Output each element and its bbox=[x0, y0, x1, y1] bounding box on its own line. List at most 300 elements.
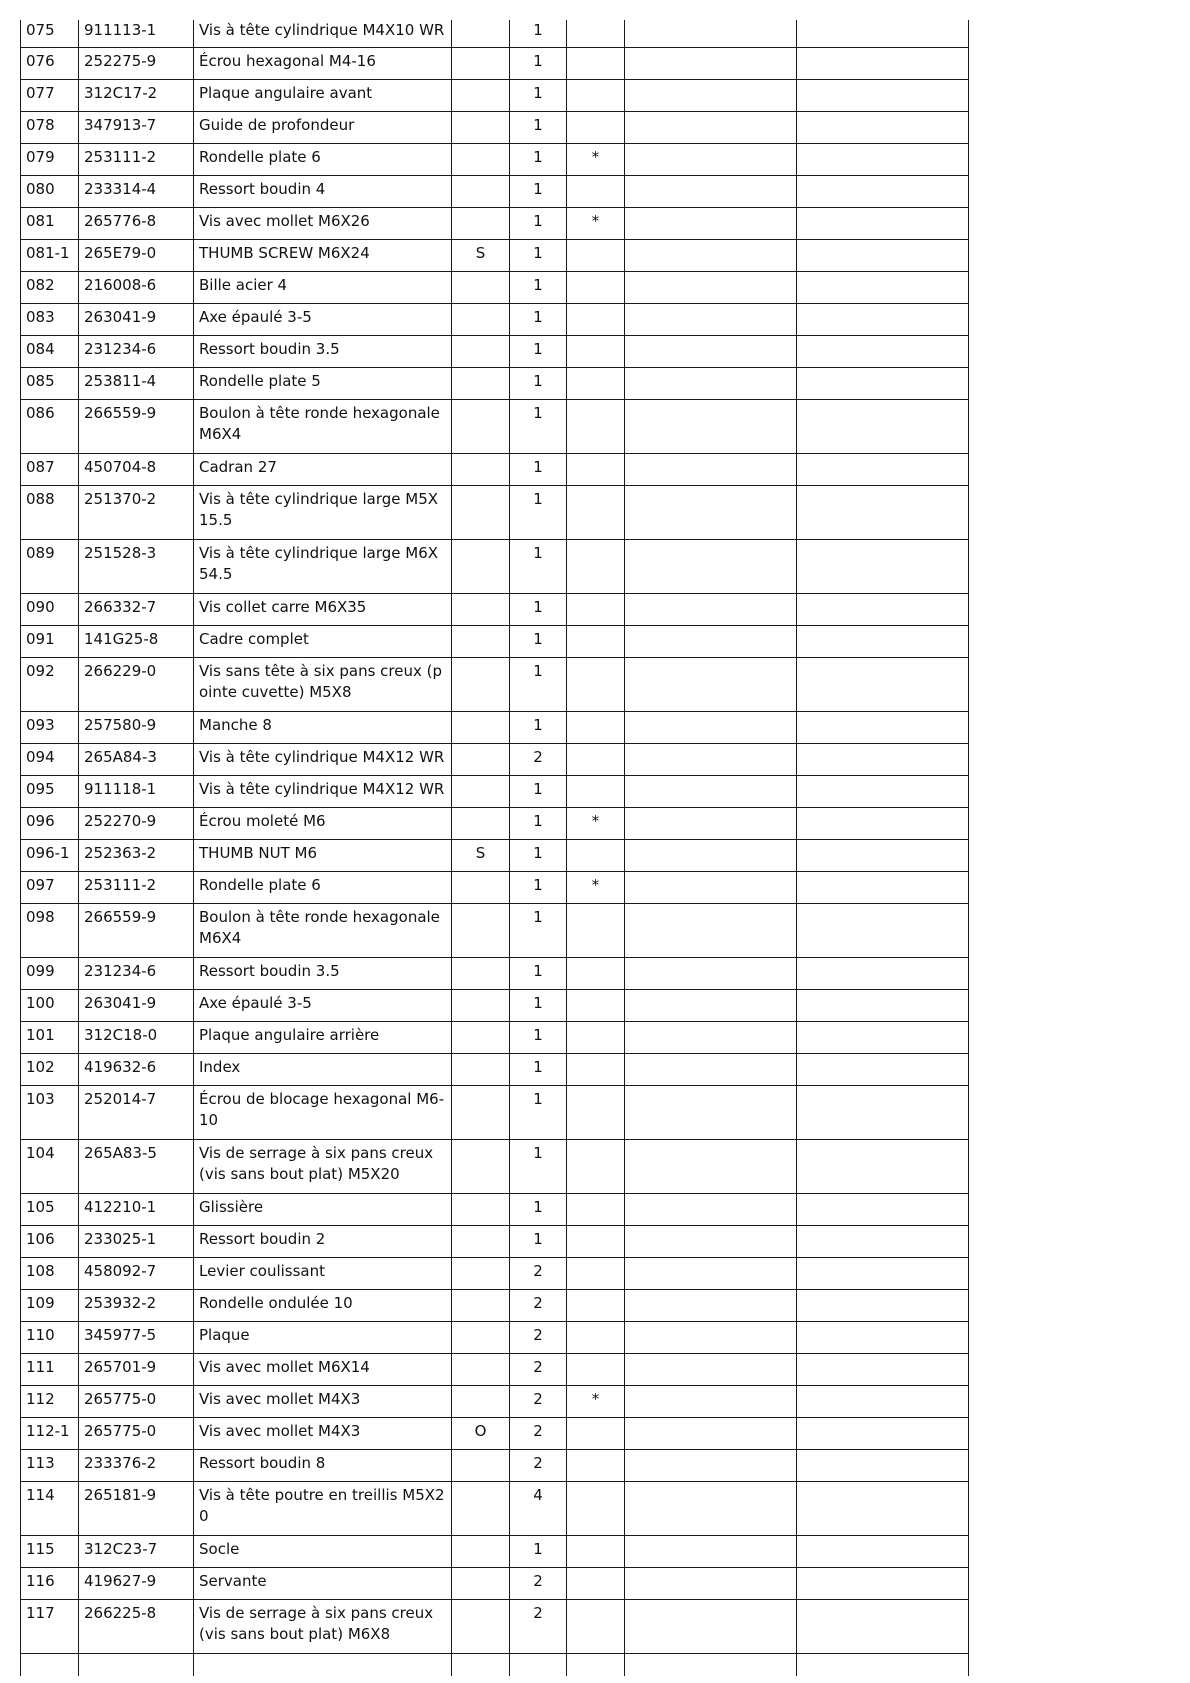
description-cell: Vis de serrage à six pans creux (vis sans bout plat) M6X8 bbox=[194, 1599, 452, 1653]
star-mark-cell bbox=[567, 1225, 625, 1257]
note-1-cell bbox=[625, 1289, 797, 1321]
note-2-cell bbox=[797, 367, 969, 399]
description-cell: Ressort boudin 8 bbox=[194, 1449, 452, 1481]
table-row bbox=[21, 175, 969, 207]
note-1-cell bbox=[625, 839, 797, 871]
description-cell: Ressort boudin 3.5 bbox=[194, 957, 452, 989]
part-number-cell: 458092-7 bbox=[79, 1257, 194, 1289]
quantity-cell: 1 bbox=[510, 1225, 567, 1257]
note-1-cell bbox=[625, 143, 797, 175]
item-number-cell: 081-1 bbox=[21, 239, 79, 271]
note-2-cell bbox=[797, 1449, 969, 1481]
quantity-cell: 1 bbox=[510, 807, 567, 839]
class-code-cell bbox=[452, 711, 510, 743]
description-cell: Vis à tête cylindrique large M5X15.5 bbox=[194, 485, 452, 539]
description-cell: Vis à tête cylindrique M4X12 WR bbox=[194, 775, 452, 807]
description-cell: Vis avec mollet M4X3 bbox=[194, 1417, 452, 1449]
note-2-cell bbox=[797, 1021, 969, 1053]
note-2-cell bbox=[797, 625, 969, 657]
item-number-cell: 099 bbox=[21, 957, 79, 989]
quantity-cell: 2 bbox=[510, 1385, 567, 1417]
item-number-cell: 095 bbox=[21, 775, 79, 807]
star-mark-cell bbox=[567, 957, 625, 989]
description-cell: Vis de serrage à six pans creux (vis sans bout plat) M5X20 bbox=[194, 1139, 452, 1193]
description-cell: Axe épaulé 3-5 bbox=[194, 989, 452, 1021]
note-1-cell bbox=[625, 743, 797, 775]
star-mark-cell bbox=[567, 1449, 625, 1481]
quantity-cell: 1 bbox=[510, 79, 567, 111]
item-number-cell: 091 bbox=[21, 625, 79, 657]
part-number-cell: 265A84-3 bbox=[79, 743, 194, 775]
note-1-cell bbox=[625, 399, 797, 453]
part-number-cell: 312C17-2 bbox=[79, 79, 194, 111]
description-cell: Vis à tête poutre en treillis M5X20 bbox=[194, 1481, 452, 1535]
table-row bbox=[21, 839, 969, 871]
table-row bbox=[21, 399, 969, 453]
table-row bbox=[21, 743, 969, 775]
quantity-cell: 1 bbox=[510, 1085, 567, 1139]
item-number-cell: 109 bbox=[21, 1289, 79, 1321]
quantity-cell: 1 bbox=[510, 20, 567, 47]
class-code-cell bbox=[452, 207, 510, 239]
table-row bbox=[21, 207, 969, 239]
description-cell: Vis avec mollet M4X3 bbox=[194, 1385, 452, 1417]
class-code-cell bbox=[452, 1139, 510, 1193]
class-code-cell bbox=[452, 989, 510, 1021]
quantity-cell: 1 bbox=[510, 871, 567, 903]
description-cell: Cadran 27 bbox=[194, 453, 452, 485]
note-1-cell bbox=[625, 485, 797, 539]
quantity-cell: 2 bbox=[510, 1353, 567, 1385]
part-number-cell: 252363-2 bbox=[79, 839, 194, 871]
item-number-cell: 092 bbox=[21, 657, 79, 711]
part-number-cell: 253932-2 bbox=[79, 1289, 194, 1321]
class-code-cell bbox=[452, 1653, 510, 1676]
description-cell: Écrou de blocage hexagonal M6-10 bbox=[194, 1085, 452, 1139]
class-code-cell bbox=[452, 20, 510, 47]
note-1-cell bbox=[625, 111, 797, 143]
item-number-cell: 101 bbox=[21, 1021, 79, 1053]
description-cell: Vis avec mollet M6X26 bbox=[194, 207, 452, 239]
note-2-cell bbox=[797, 399, 969, 453]
star-mark-cell bbox=[567, 453, 625, 485]
note-2-cell bbox=[797, 871, 969, 903]
note-1-cell bbox=[625, 1599, 797, 1653]
class-code-cell bbox=[452, 1567, 510, 1599]
item-number-cell: 096 bbox=[21, 807, 79, 839]
class-code-cell: S bbox=[452, 239, 510, 271]
class-code-cell bbox=[452, 367, 510, 399]
item-number-cell: 115 bbox=[21, 1535, 79, 1567]
table-row bbox=[21, 1385, 969, 1417]
star-mark-cell bbox=[567, 743, 625, 775]
part-number-cell: 265775-0 bbox=[79, 1417, 194, 1449]
item-number-cell: 087 bbox=[21, 453, 79, 485]
class-code-cell bbox=[452, 1385, 510, 1417]
description-cell: Plaque angulaire avant bbox=[194, 79, 452, 111]
star-mark-cell bbox=[567, 539, 625, 593]
parts-list-sheet bbox=[20, 20, 969, 1676]
class-code-cell bbox=[452, 743, 510, 775]
description-cell: Plaque bbox=[194, 1321, 452, 1353]
class-code-cell bbox=[452, 1289, 510, 1321]
table-row bbox=[21, 1599, 969, 1653]
note-2-cell bbox=[797, 1225, 969, 1257]
class-code-cell bbox=[452, 1225, 510, 1257]
note-1-cell bbox=[625, 1193, 797, 1225]
table-row bbox=[21, 1193, 969, 1225]
note-2-cell bbox=[797, 47, 969, 79]
quantity-cell: 1 bbox=[510, 367, 567, 399]
note-1-cell bbox=[625, 175, 797, 207]
class-code-cell bbox=[452, 1053, 510, 1085]
part-number-cell: 345977-5 bbox=[79, 1321, 194, 1353]
quantity-cell: 1 bbox=[510, 207, 567, 239]
note-1-cell bbox=[625, 367, 797, 399]
note-2-cell bbox=[797, 1599, 969, 1653]
class-code-cell bbox=[452, 1353, 510, 1385]
class-code-cell bbox=[452, 143, 510, 175]
table-row bbox=[21, 1021, 969, 1053]
quantity-cell: 1 bbox=[510, 957, 567, 989]
note-1-cell bbox=[625, 1139, 797, 1193]
description-cell: Vis à tête cylindrique M4X10 WR bbox=[194, 20, 452, 47]
table-row bbox=[21, 1481, 969, 1535]
note-1-cell bbox=[625, 1085, 797, 1139]
note-2-cell bbox=[797, 957, 969, 989]
note-2-cell bbox=[797, 1567, 969, 1599]
table-row bbox=[21, 871, 969, 903]
quantity-cell: 1 bbox=[510, 657, 567, 711]
table-row bbox=[21, 20, 969, 47]
star-mark-cell bbox=[567, 657, 625, 711]
item-number-cell: 088 bbox=[21, 485, 79, 539]
star-mark-cell bbox=[567, 1567, 625, 1599]
table-row bbox=[21, 79, 969, 111]
note-2-cell bbox=[797, 485, 969, 539]
part-number-cell: 265E79-0 bbox=[79, 239, 194, 271]
description-cell: Glissière bbox=[194, 1193, 452, 1225]
star-mark-cell bbox=[567, 111, 625, 143]
note-1-cell bbox=[625, 1481, 797, 1535]
item-number-cell: 110 bbox=[21, 1321, 79, 1353]
note-2-cell bbox=[797, 1053, 969, 1085]
part-number-cell: 265A83-5 bbox=[79, 1139, 194, 1193]
note-1-cell bbox=[625, 1417, 797, 1449]
class-code-cell bbox=[452, 335, 510, 367]
table-row bbox=[21, 1353, 969, 1385]
description-cell: Manche 8 bbox=[194, 711, 452, 743]
item-number-cell: 096-1 bbox=[21, 839, 79, 871]
item-number-cell: 116 bbox=[21, 1567, 79, 1599]
star-mark-cell bbox=[567, 335, 625, 367]
description-cell: Ressort boudin 3.5 bbox=[194, 335, 452, 367]
class-code-cell bbox=[452, 399, 510, 453]
note-2-cell bbox=[797, 79, 969, 111]
description-cell: Guide de profondeur bbox=[194, 111, 452, 143]
item-number-cell: 093 bbox=[21, 711, 79, 743]
table-row bbox=[21, 1225, 969, 1257]
part-number-cell: 253811-4 bbox=[79, 367, 194, 399]
quantity-cell: 1 bbox=[510, 335, 567, 367]
item-number-cell: 077 bbox=[21, 79, 79, 111]
table-row bbox=[21, 1535, 969, 1567]
part-number-cell: 231234-6 bbox=[79, 335, 194, 367]
description-cell: Ressort boudin 2 bbox=[194, 1225, 452, 1257]
table-row bbox=[21, 1449, 969, 1481]
part-number-cell: 419632-6 bbox=[79, 1053, 194, 1085]
table-row bbox=[21, 47, 969, 79]
table-row bbox=[21, 1417, 969, 1449]
table-row bbox=[21, 593, 969, 625]
item-number-cell: 105 bbox=[21, 1193, 79, 1225]
note-2-cell bbox=[797, 711, 969, 743]
class-code-cell bbox=[452, 807, 510, 839]
class-code-cell bbox=[452, 485, 510, 539]
part-number-cell: 266559-9 bbox=[79, 399, 194, 453]
note-1-cell bbox=[625, 239, 797, 271]
table-row bbox=[21, 989, 969, 1021]
item-number-cell: 112 bbox=[21, 1385, 79, 1417]
part-number-cell bbox=[79, 1653, 194, 1676]
note-2-cell bbox=[797, 1289, 969, 1321]
part-number-cell: 216008-6 bbox=[79, 271, 194, 303]
part-number-cell: 252014-7 bbox=[79, 1085, 194, 1139]
note-2-cell bbox=[797, 111, 969, 143]
class-code-cell bbox=[452, 775, 510, 807]
star-mark-cell bbox=[567, 1481, 625, 1535]
table-row bbox=[21, 335, 969, 367]
table-row bbox=[21, 711, 969, 743]
quantity-cell: 1 bbox=[510, 485, 567, 539]
parts-table-body bbox=[21, 20, 969, 1676]
part-number-cell: 253111-2 bbox=[79, 871, 194, 903]
quantity-cell: 1 bbox=[510, 271, 567, 303]
note-2-cell bbox=[797, 1353, 969, 1385]
note-2-cell bbox=[797, 1385, 969, 1417]
star-mark-cell bbox=[567, 1139, 625, 1193]
note-2-cell bbox=[797, 175, 969, 207]
class-code-cell bbox=[452, 175, 510, 207]
quantity-cell: 4 bbox=[510, 1481, 567, 1535]
class-code-cell bbox=[452, 303, 510, 335]
star-mark-cell bbox=[567, 775, 625, 807]
star-mark-cell bbox=[567, 1257, 625, 1289]
quantity-cell: 1 bbox=[510, 711, 567, 743]
note-2-cell bbox=[797, 1417, 969, 1449]
star-mark-cell bbox=[567, 1085, 625, 1139]
part-number-cell: 911118-1 bbox=[79, 775, 194, 807]
class-code-cell bbox=[452, 1085, 510, 1139]
note-1-cell bbox=[625, 711, 797, 743]
table-row bbox=[21, 303, 969, 335]
item-number-cell: 102 bbox=[21, 1053, 79, 1085]
star-mark-cell bbox=[567, 367, 625, 399]
description-cell: Plaque angulaire arrière bbox=[194, 1021, 452, 1053]
note-2-cell bbox=[797, 20, 969, 47]
note-1-cell bbox=[625, 1567, 797, 1599]
star-mark-cell bbox=[567, 593, 625, 625]
note-1-cell bbox=[625, 1021, 797, 1053]
item-number-cell: 113 bbox=[21, 1449, 79, 1481]
quantity-cell: 1 bbox=[510, 111, 567, 143]
note-2-cell bbox=[797, 903, 969, 957]
part-number-cell: 233376-2 bbox=[79, 1449, 194, 1481]
item-number-cell: 117 bbox=[21, 1599, 79, 1653]
item-number-cell: 082 bbox=[21, 271, 79, 303]
star-mark-cell bbox=[567, 271, 625, 303]
parts-table bbox=[20, 20, 969, 1676]
part-number-cell: 257580-9 bbox=[79, 711, 194, 743]
class-code-cell bbox=[452, 871, 510, 903]
table-row bbox=[21, 367, 969, 399]
description-cell: Boulon à tête ronde hexagonale M6X4 bbox=[194, 399, 452, 453]
note-2-cell bbox=[797, 303, 969, 335]
star-mark-cell bbox=[567, 1289, 625, 1321]
table-row bbox=[21, 775, 969, 807]
part-number-cell: 450704-8 bbox=[79, 453, 194, 485]
item-number-cell: 083 bbox=[21, 303, 79, 335]
quantity-cell: 2 bbox=[510, 743, 567, 775]
part-number-cell: 312C23-7 bbox=[79, 1535, 194, 1567]
note-2-cell bbox=[797, 271, 969, 303]
quantity-cell: 1 bbox=[510, 593, 567, 625]
quantity-cell: 2 bbox=[510, 1599, 567, 1653]
table-row bbox=[21, 1257, 969, 1289]
class-code-cell bbox=[452, 1021, 510, 1053]
star-mark-cell: * bbox=[567, 807, 625, 839]
quantity-cell: 2 bbox=[510, 1449, 567, 1481]
class-code-cell bbox=[452, 79, 510, 111]
description-cell: Servante bbox=[194, 1567, 452, 1599]
item-number-cell: 076 bbox=[21, 47, 79, 79]
item-number-cell: 086 bbox=[21, 399, 79, 453]
quantity-cell: 1 bbox=[510, 453, 567, 485]
note-1-cell bbox=[625, 1653, 797, 1676]
table-row bbox=[21, 957, 969, 989]
part-number-cell: 263041-9 bbox=[79, 989, 194, 1021]
part-number-cell: 266229-0 bbox=[79, 657, 194, 711]
part-number-cell: 265181-9 bbox=[79, 1481, 194, 1535]
part-number-cell: 252275-9 bbox=[79, 47, 194, 79]
item-number-cell: 080 bbox=[21, 175, 79, 207]
quantity-cell: 1 bbox=[510, 989, 567, 1021]
star-mark-cell bbox=[567, 711, 625, 743]
class-code-cell bbox=[452, 625, 510, 657]
table-row bbox=[21, 1653, 969, 1676]
table-row bbox=[21, 111, 969, 143]
star-mark-cell bbox=[567, 625, 625, 657]
part-number-cell: 141G25-8 bbox=[79, 625, 194, 657]
note-1-cell bbox=[625, 1535, 797, 1567]
description-cell: Vis avec mollet M6X14 bbox=[194, 1353, 452, 1385]
quantity-cell: 1 bbox=[510, 303, 567, 335]
note-1-cell bbox=[625, 775, 797, 807]
note-2-cell bbox=[797, 593, 969, 625]
quantity-cell: 1 bbox=[510, 539, 567, 593]
class-code-cell bbox=[452, 903, 510, 957]
part-number-cell: 265776-8 bbox=[79, 207, 194, 239]
note-2-cell bbox=[797, 143, 969, 175]
class-code-cell: O bbox=[452, 1417, 510, 1449]
description-cell: Index bbox=[194, 1053, 452, 1085]
table-row bbox=[21, 539, 969, 593]
note-1-cell bbox=[625, 903, 797, 957]
class-code-cell bbox=[452, 957, 510, 989]
note-1-cell bbox=[625, 1385, 797, 1417]
item-number-cell: 098 bbox=[21, 903, 79, 957]
table-row bbox=[21, 903, 969, 957]
description-cell: Cadre complet bbox=[194, 625, 452, 657]
table-row bbox=[21, 271, 969, 303]
note-1-cell bbox=[625, 271, 797, 303]
quantity-cell: 1 bbox=[510, 239, 567, 271]
part-number-cell: 265775-0 bbox=[79, 1385, 194, 1417]
star-mark-cell bbox=[567, 239, 625, 271]
quantity-cell: 1 bbox=[510, 143, 567, 175]
part-number-cell: 263041-9 bbox=[79, 303, 194, 335]
item-number-cell: 111 bbox=[21, 1353, 79, 1385]
quantity-cell: 2 bbox=[510, 1289, 567, 1321]
table-row bbox=[21, 1139, 969, 1193]
note-2-cell bbox=[797, 1193, 969, 1225]
star-mark-cell bbox=[567, 175, 625, 207]
note-2-cell bbox=[797, 1085, 969, 1139]
description-cell: Rondelle plate 6 bbox=[194, 143, 452, 175]
note-1-cell bbox=[625, 593, 797, 625]
item-number-cell: 089 bbox=[21, 539, 79, 593]
quantity-cell: 2 bbox=[510, 1257, 567, 1289]
quantity-cell: 1 bbox=[510, 625, 567, 657]
star-mark-cell bbox=[567, 1535, 625, 1567]
table-row bbox=[21, 807, 969, 839]
table-row bbox=[21, 143, 969, 175]
note-1-cell bbox=[625, 303, 797, 335]
note-1-cell bbox=[625, 1449, 797, 1481]
quantity-cell: 2 bbox=[510, 1417, 567, 1449]
star-mark-cell bbox=[567, 79, 625, 111]
part-number-cell: 231234-6 bbox=[79, 957, 194, 989]
part-number-cell: 412210-1 bbox=[79, 1193, 194, 1225]
item-number-cell: 078 bbox=[21, 111, 79, 143]
note-2-cell bbox=[797, 657, 969, 711]
star-mark-cell: * bbox=[567, 143, 625, 175]
quantity-cell: 1 bbox=[510, 1053, 567, 1085]
item-number-cell: 097 bbox=[21, 871, 79, 903]
item-number-cell: 075 bbox=[21, 20, 79, 47]
quantity-cell: 1 bbox=[510, 839, 567, 871]
note-2-cell bbox=[797, 239, 969, 271]
star-mark-cell bbox=[567, 303, 625, 335]
item-number-cell: 114 bbox=[21, 1481, 79, 1535]
note-2-cell bbox=[797, 207, 969, 239]
part-number-cell: 233025-1 bbox=[79, 1225, 194, 1257]
note-2-cell bbox=[797, 1481, 969, 1535]
item-number-cell: 104 bbox=[21, 1139, 79, 1193]
quantity-cell: 1 bbox=[510, 1021, 567, 1053]
note-2-cell bbox=[797, 539, 969, 593]
star-mark-cell bbox=[567, 485, 625, 539]
quantity-cell: 1 bbox=[510, 399, 567, 453]
star-mark-cell bbox=[567, 20, 625, 47]
star-mark-cell bbox=[567, 1193, 625, 1225]
class-code-cell bbox=[452, 1535, 510, 1567]
description-cell: Rondelle ondulée 10 bbox=[194, 1289, 452, 1321]
note-1-cell bbox=[625, 989, 797, 1021]
class-code-cell bbox=[452, 1257, 510, 1289]
class-code-cell bbox=[452, 271, 510, 303]
table-row bbox=[21, 485, 969, 539]
